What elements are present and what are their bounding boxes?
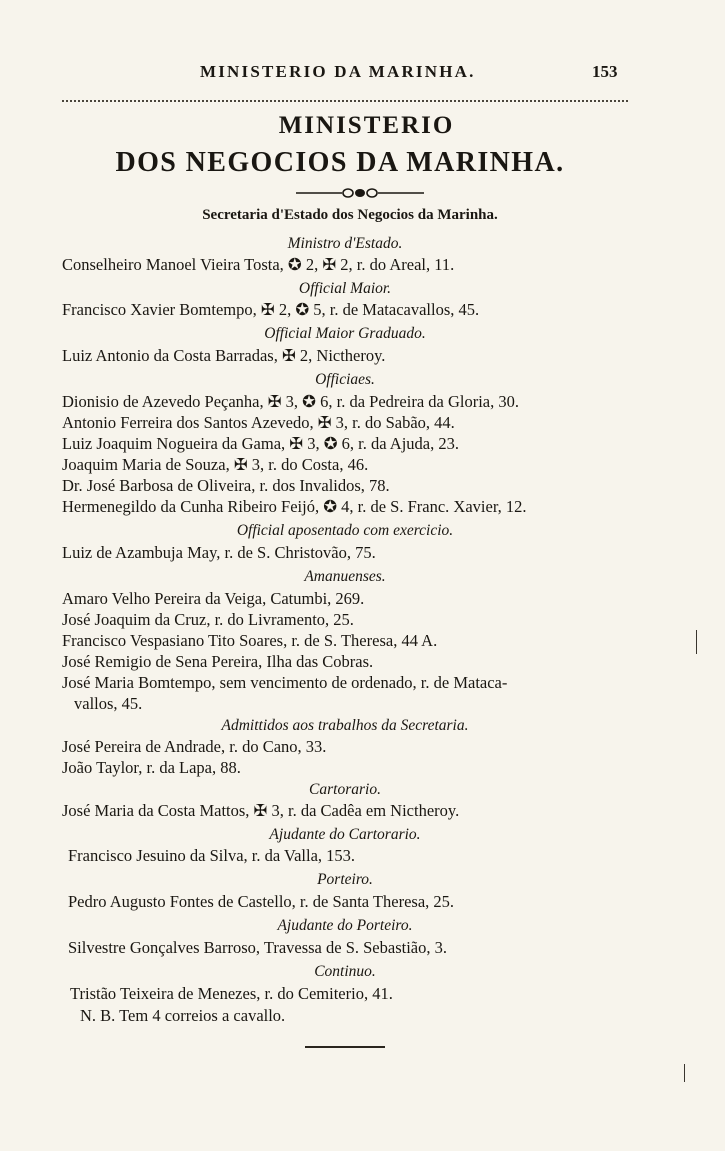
entry-line: Joaquim Maria de Souza, ✠ 3, r. do Costa, 46. — [62, 455, 369, 474]
role-heading: Cartorario. — [309, 781, 381, 798]
role-heading: Ajudante do Porteiro. — [277, 917, 413, 934]
entry-line: Luiz Joaquim Nogueira da Gama, ✠ 3, ✪ 6, r. da Ajuda, 23. — [62, 434, 459, 453]
entry-line: Pedro Augusto Fontes de Castello, r. de Santa Theresa, 25. — [68, 892, 455, 911]
role-heading: Ajudante do Cartorario. — [269, 826, 421, 843]
entry-line: Antonio Ferreira dos Santos Azevedo, ✠ 3, r. do Sabão, 44. — [62, 413, 455, 432]
entry-line: José Joaquim da Cruz, r. do Livramento, 25. — [62, 610, 354, 629]
entry-line: Luiz Antonio da Costa Barradas, ✠ 2, Nictheroy. — [62, 346, 386, 365]
role-heading: Continuo. — [314, 963, 376, 980]
entry-line: Dionisio de Azevedo Peçanha, ✠ 3, ✪ 6, r. da Pedreira da Gloria, 30. — [62, 392, 519, 411]
role-heading: Amanuenses. — [304, 568, 386, 585]
role-heading: Official Maior. — [298, 280, 392, 297]
section-heading: Secretaria d'Estado dos Negocios da Marinha. — [202, 207, 498, 223]
entry-line: João Taylor, r. da Lapa, 88. — [62, 758, 241, 777]
page-title-line-1: MINISTERIO — [278, 112, 455, 139]
role-heading: Official Maior Graduado. — [264, 325, 426, 342]
entry-line: Conselheiro Manoel Vieira Tosta, ✪ 2, ✠ 2, r. do Areal, 11. — [62, 255, 455, 274]
role-heading: Officiaes. — [315, 371, 375, 388]
running-head-title: MINISTERIO DA MARINHA. — [200, 62, 476, 81]
entry-line: Tristão Teixeira de Menezes, r. do Cemiterio, 41. — [70, 984, 393, 1003]
entry-line: N. B. Tem 4 correios a cavallo. — [80, 1006, 286, 1025]
entry-line: José Maria da Costa Mattos, ✠ 3, r. da Cadêa em Nictheroy. — [62, 801, 460, 820]
entry-line: Silvestre Gonçalves Barroso, Travessa de S. Sebastião, 3. — [68, 938, 447, 957]
header-rule — [62, 100, 628, 102]
entry-line: Francisco Vespasiano Tito Soares, r. de S. Theresa, 44 A. — [62, 631, 438, 650]
entry-line: vallos, 45. — [74, 694, 143, 713]
running-head — [0, 62, 725, 86]
entry-line: Hermenegildo da Cunha Ribeiro Feijó, ✪ 4, r. de S. Franc. Xavier, 12. — [62, 497, 527, 516]
entry-line: Luiz de Azambuja May, r. de S. Christovão, 75. — [62, 543, 376, 562]
ornament-divider — [296, 186, 424, 200]
margin-mark — [684, 1064, 685, 1082]
page-title-line-2: DOS NEGOCIOS DA MARINHA. — [115, 147, 565, 178]
entry-line: Francisco Jesuino da Silva, r. da Valla, 153. — [68, 846, 356, 865]
margin-mark — [696, 630, 697, 654]
role-heading: Porteiro. — [317, 871, 373, 888]
role-heading: Admittidos aos trabalhos da Secretaria. — [221, 717, 469, 734]
entry-line: Francisco Xavier Bomtempo, ✠ 2, ✪ 5, r. de Matacavallos, 45. — [62, 300, 480, 319]
entry-line: José Maria Bomtempo, sem vencimento de ordenado, r. de Mataca- — [62, 673, 508, 692]
end-rule — [305, 1046, 385, 1048]
entry-line: Amaro Velho Pereira da Veiga, Catumbi, 269. — [62, 589, 365, 608]
entry-line: José Pereira de Andrade, r. do Cano, 33. — [62, 737, 327, 756]
page-number: 153 — [592, 62, 618, 81]
role-heading: Ministro d'Estado. — [287, 235, 403, 252]
entry-line: José Remigio de Sena Pereira, Ilha das Cobras. — [62, 652, 374, 671]
entry-line: Dr. José Barbosa de Oliveira, r. dos Invalidos, 78. — [62, 476, 390, 495]
role-heading: Official aposentado com exercicio. — [236, 522, 454, 539]
